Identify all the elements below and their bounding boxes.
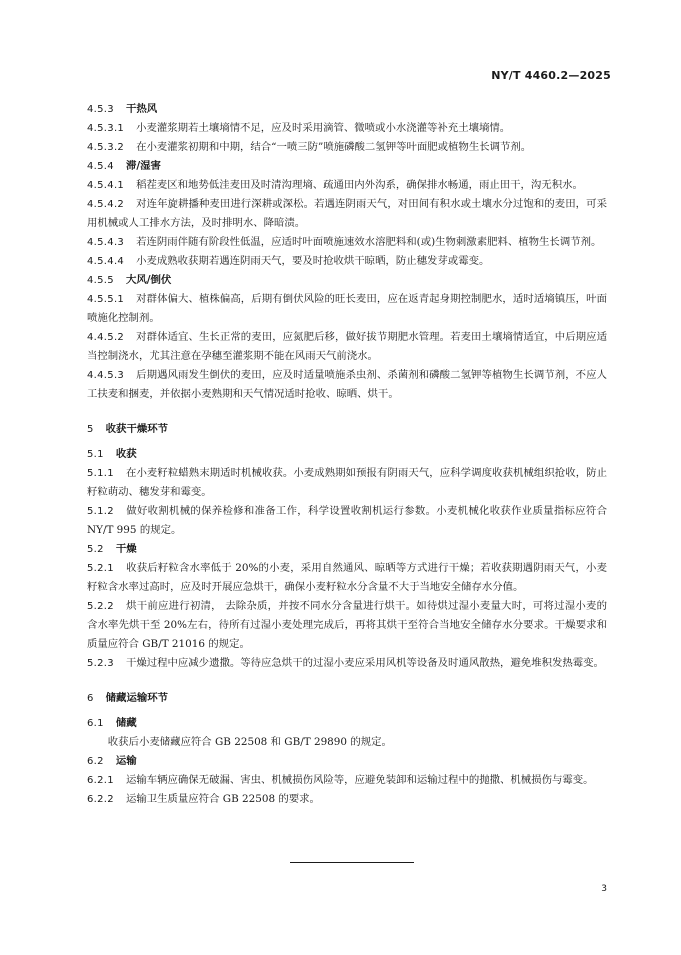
clause-text: 收获后小麦储藏应符合 GB 22508 和 GB/T 29890 的规定。 — [107, 736, 392, 748]
heading-text: 运输 — [115, 755, 137, 767]
clause-text: 稻茬麦区和地势低洼麦田及时清沟理墒、疏通田内外沟系，确保排水畅通，雨止田干，沟无积水。 — [136, 179, 583, 191]
section-heading — [87, 157, 607, 176]
clause-paragraph — [87, 366, 607, 404]
document-body — [87, 100, 607, 809]
clause-paragraph — [87, 790, 607, 809]
clause-number: 5.1.1 — [87, 468, 114, 479]
clause-text: 若连阴雨伴随有阶段性低温，应适时叶面喷施速效水溶肥料和(或)生物刺激素肥料、植物生长调节剂。 — [136, 236, 602, 248]
clause-paragraph — [87, 328, 607, 366]
page-number: 3 — [601, 884, 607, 894]
clause-paragraph — [87, 733, 607, 752]
clause-text: 做好收割机械的保养检修和准备工作，科学设置收割机运行参数。小麦机械化收获作业质量指标应符合 NY/T 995 的规定。 — [87, 505, 607, 536]
clause-text: 对群体适宜、生长正常的麦田，应氮肥后移，做好拔节期肥水管理。若麦田土壤墒情适宜，中后期应适当控制浇水，尤其注意在孕穗至灌浆期不能在风雨天气前浇水。 — [87, 331, 607, 362]
clause-number: 5.1.2 — [87, 506, 114, 517]
clause-paragraph — [87, 654, 607, 673]
heading-text: 干热风 — [125, 103, 158, 115]
end-rule — [290, 862, 414, 863]
clause-number: 4.4.5.3 — [87, 370, 125, 381]
clause-number: 4.5.3.2 — [87, 142, 125, 153]
heading-text: 大风/倒伏 — [125, 274, 172, 286]
clause-text: 在小麦灌浆初期和中期，结合“一喷三防”喷施磷酸二氢钾等叶面肥或植物生长调节剂。 — [136, 141, 532, 153]
heading-text: 储藏 — [115, 717, 137, 729]
clause-number: 5.2.3 — [87, 658, 114, 669]
section-heading — [87, 100, 607, 119]
heading-number: 4.5.5 — [87, 275, 114, 286]
clause-text: 干燥过程中应减少遗撒。等待应急烘干的过湿小麦应采用风机等设备及时通风散热，避免堆积发热霉变。 — [125, 657, 604, 669]
clause-number: 4.5.4.1 — [87, 180, 125, 191]
heading-text: 收获干燥环节 — [105, 423, 169, 435]
clause-paragraph — [87, 559, 607, 597]
clause-text: 在小麦籽粒蜡熟末期适时机械收获。小麦成熟期如预报有阴雨天气，应科学调度收获机械组织抢收，防止籽粒萌动、穗发芽和霉变。 — [87, 467, 607, 498]
clause-number: 4.5.4.3 — [87, 237, 125, 248]
chapter-heading — [87, 689, 607, 708]
clause-text: 对群体偏大、植株偏高，后期有倒伏风险的旺长麦田，应在返青起身期控制肥水，适时适墒镇压，叶面喷施化控制剂。 — [87, 293, 607, 324]
clause-paragraph — [87, 195, 607, 233]
clause-text: 烘干前应进行初清， 去除杂质，并按不同水分含量进行烘干。如待烘过湿小麦量大时，可将过湿小麦的含水率先烘干至 20%左右，待所有过湿小麦处理完成后，再将其烘干至符合当地安全储存水分要求。干燥要求和质量应符合 GB/T 21016 的规定。 — [87, 600, 607, 650]
heading-text: 滞/湿害 — [125, 160, 161, 172]
clause-number: 4.5.3.1 — [87, 123, 125, 134]
heading-number: 5 — [87, 424, 94, 435]
clause-text: 运输车辆应确保无破漏、害虫、机械损伤风险等，应避免装卸和运输过程中的抛撒、机械损伤与霉变。 — [125, 774, 594, 786]
clause-paragraph — [87, 597, 607, 654]
heading-text: 干燥 — [115, 543, 137, 555]
clause-paragraph — [87, 290, 607, 328]
clause-number: 5.2.2 — [87, 601, 114, 612]
heading-number: 4.5.3 — [87, 104, 114, 115]
heading-number: 5.2 — [87, 544, 104, 555]
clause-paragraph — [87, 771, 607, 790]
clause-number: 4.5.4.2 — [87, 199, 125, 210]
clause-text: 小麦成熟收获期若遇连阴雨天气，要及时抢收烘干晾晒，防止穗发芽或霉变。 — [136, 255, 490, 267]
clause-number: 6.2.2 — [87, 794, 114, 805]
clause-text: 收获后籽粒含水率低于 20%的小麦，采用自然通风、晾晒等方式进行干燥；若收获期遇阴雨天气，小麦籽粒含水率过高时，应及时开展应急烘干，确保小麦籽粒水分含量不大于当地安全储存水分值。 — [87, 562, 607, 593]
heading-text: 储藏运输环节 — [105, 692, 169, 704]
clause-paragraph — [87, 464, 607, 502]
heading-number: 6 — [87, 693, 94, 704]
clause-paragraph — [87, 138, 607, 157]
section-heading — [87, 540, 607, 559]
clause-paragraph — [87, 233, 607, 252]
clause-number: 5.2.1 — [87, 563, 114, 574]
clause-number: 4.5.5.1 — [87, 294, 125, 305]
clause-paragraph — [87, 502, 607, 540]
clause-paragraph — [87, 119, 607, 138]
heading-text: 收获 — [115, 448, 137, 460]
section-heading — [87, 714, 607, 733]
clause-text: 对连年旋耕播种麦田进行深耕或深松。若遇连阴雨天气，对田间有积水或土壤水分过饱和的麦田，可采用机械或人工排水方法，及时排明水、降暗渍。 — [87, 198, 607, 229]
clause-paragraph — [87, 176, 607, 195]
heading-number: 4.5.4 — [87, 161, 114, 172]
section-heading — [87, 445, 607, 464]
standard-code: NY/T 4460.2—2025 — [491, 69, 611, 82]
clause-text: 后期遇风雨发生倒伏的麦田，应及时适量喷施杀虫剂、杀菌剂和磷酸二氢钾等植物生长调节剂，不应人工扶麦和捆麦，并依据小麦熟期和天气情况适时抢收、晾晒、烘干。 — [87, 369, 607, 400]
section-heading — [87, 271, 607, 290]
clause-text: 小麦灌浆期若土壤墒情不足，应及时采用滴管、微喷或小水浇灌等补充土壤墒情。 — [136, 122, 511, 134]
section-heading — [87, 752, 607, 771]
chapter-heading — [87, 420, 607, 439]
clause-text: 运输卫生质量应符合 GB 22508 的要求。 — [125, 793, 320, 805]
clause-number: 4.5.4.4 — [87, 256, 125, 267]
heading-number: 6.2 — [87, 756, 104, 767]
clause-number: 4.4.5.2 — [87, 332, 125, 343]
clause-number: 6.2.1 — [87, 775, 114, 786]
clause-paragraph — [87, 252, 607, 271]
heading-number: 5.1 — [87, 449, 104, 460]
heading-number: 6.1 — [87, 718, 104, 729]
